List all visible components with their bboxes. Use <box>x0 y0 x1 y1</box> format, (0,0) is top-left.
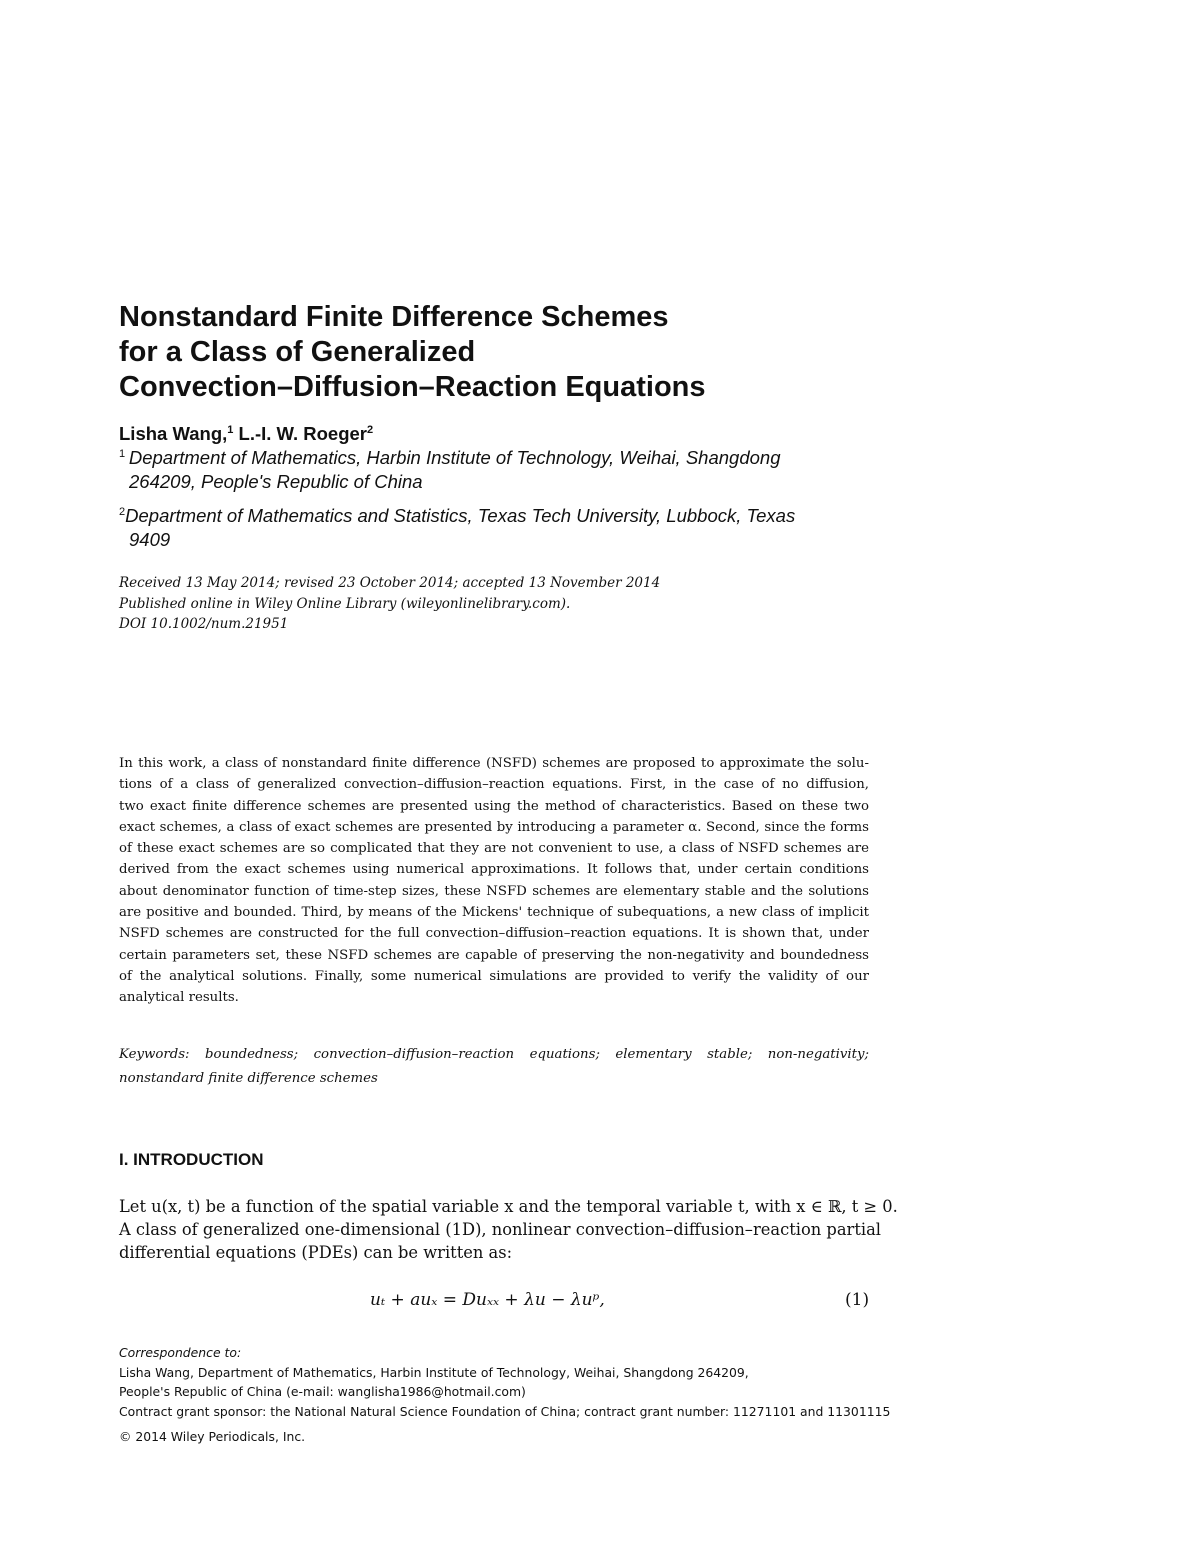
doi: DOI 10.1002/num.21951 <box>119 616 289 632</box>
publication-info <box>119 573 660 635</box>
footnotes <box>119 1343 891 1447</box>
intro-line: Let u(x, t) be a function of the spatial variable x and the temporal variable t, with x ∈ ℝ, t ≥ 0. <box>119 1197 898 1216</box>
keywords-line: nonstandard finite difference schemes <box>119 1071 378 1086</box>
abstract-line: NSFD schemes are constructed for the full convection–diffusion–reaction equations. It is shown that, under <box>119 926 869 942</box>
title-line: Nonstandard Finite Difference Schemes <box>119 301 669 333</box>
abstract-line: are positive and bounded. Third, by means of the Mickens' technique of subequations, a new class of implicit <box>119 905 869 921</box>
paper-title <box>119 300 919 405</box>
affiliation-text: Department of Mathematics, Harbin Institute of Technology, Weihai, Shangdong <box>128 447 781 468</box>
keywords <box>119 1043 869 1091</box>
affiliation-mark: 1 <box>227 423 234 436</box>
abstract-line: of the analytical solutions. Finally, some numerical simulations are provided to verify the validity of our <box>119 968 869 984</box>
equation-number: (1) <box>845 1290 870 1310</box>
abstract <box>119 753 869 1009</box>
affiliation-1 <box>119 446 859 494</box>
affiliation-mark: 2 <box>119 505 126 518</box>
abstract-line: certain parameters set, these NSFD schemes are capable of preserving the non-negativity and boundedness <box>119 947 869 963</box>
author-name: Lisha Wang, <box>119 423 228 444</box>
abstract-line: tions of a class of generalized convection–diffusion–reaction equations. First, in the case of no diffusion, <box>119 777 869 793</box>
affiliation-line <box>119 504 859 528</box>
affiliation-mark: 2 <box>367 423 374 436</box>
correspondence-text: Lisha Wang, Department of Mathematics, Harbin Institute of Technology, Weihai, Shangdong 264209, <box>119 1364 749 1380</box>
correspondence-label: Correspondence to: <box>119 1345 242 1360</box>
abstract-line: derived from the exact schemes using numerical approximations. It follows that, under certain conditions <box>119 862 869 878</box>
affiliation-text: Department of Mathematics and Statistics, Texas Tech University, Lubbock, Texas <box>125 505 796 526</box>
correspondence-line: People's Republic of China (e-mail: wanglisha1986@hotmail.com) <box>119 1384 526 1399</box>
abstract-line: about denominator function of time-step sizes, these NSFD schemes are elementary stable and the solutions <box>119 883 869 899</box>
affiliation-line <box>119 446 859 470</box>
abstract-line: In this work, a class of nonstandard finite difference (NSFD) schemes are proposed to approximate the solu- <box>119 756 869 771</box>
received-dates: Received 13 May 2014; revised 23 October 2014; accepted 13 November 2014 <box>119 575 661 591</box>
intro-line: A class of generalized one-dimensional (1D), nonlinear convection–diffusion–reaction partial <box>119 1220 881 1239</box>
introduction-paragraph <box>119 1195 898 1264</box>
author-list <box>119 422 373 446</box>
affiliation-line: 9409 <box>129 529 171 550</box>
equation: uₜ + auₓ = Duₓₓ + λu − λuᵖ, <box>370 1290 605 1310</box>
abstract-line: two exact finite difference schemes are presented using the method of characteristics. Based on these two <box>119 798 869 814</box>
author-name: L.-I. W. Roeger <box>238 423 368 444</box>
affiliation-line: 264209, People's Republic of China <box>129 471 423 492</box>
keywords-line: Keywords: boundedness; convection–diffusion–reaction equations; elementary stable; non-negativity; <box>119 1047 869 1062</box>
affiliation-2 <box>119 504 859 552</box>
published-online: Published online in Wiley Online Library (wileyonlinelibrary.com). <box>119 595 571 612</box>
intro-line: differential equations (PDEs) can be written as: <box>119 1243 513 1262</box>
abstract-line: of these exact schemes are so complicated that they are not convenient to use, a class of NSFD schemes are <box>119 841 869 857</box>
title-line: Convection–Diffusion–Reaction Equations <box>119 371 706 403</box>
affiliation-mark: 1 <box>119 447 126 460</box>
section-heading: I. INTRODUCTION <box>119 1150 264 1169</box>
grant-info: Contract grant sponsor: the National Natural Science Foundation of China; contract grant number: 11271101 and 11301115 <box>119 1403 891 1419</box>
abstract-line: exact schemes, a class of exact schemes are presented by introducing a parameter α. Second, since the forms <box>119 819 869 835</box>
title-line: for a Class of Generalized <box>119 336 476 368</box>
copyright: © 2014 Wiley Periodicals, Inc. <box>119 1429 306 1444</box>
abstract-line: analytical results. <box>119 990 239 1006</box>
correspondence <box>119 1343 869 1382</box>
